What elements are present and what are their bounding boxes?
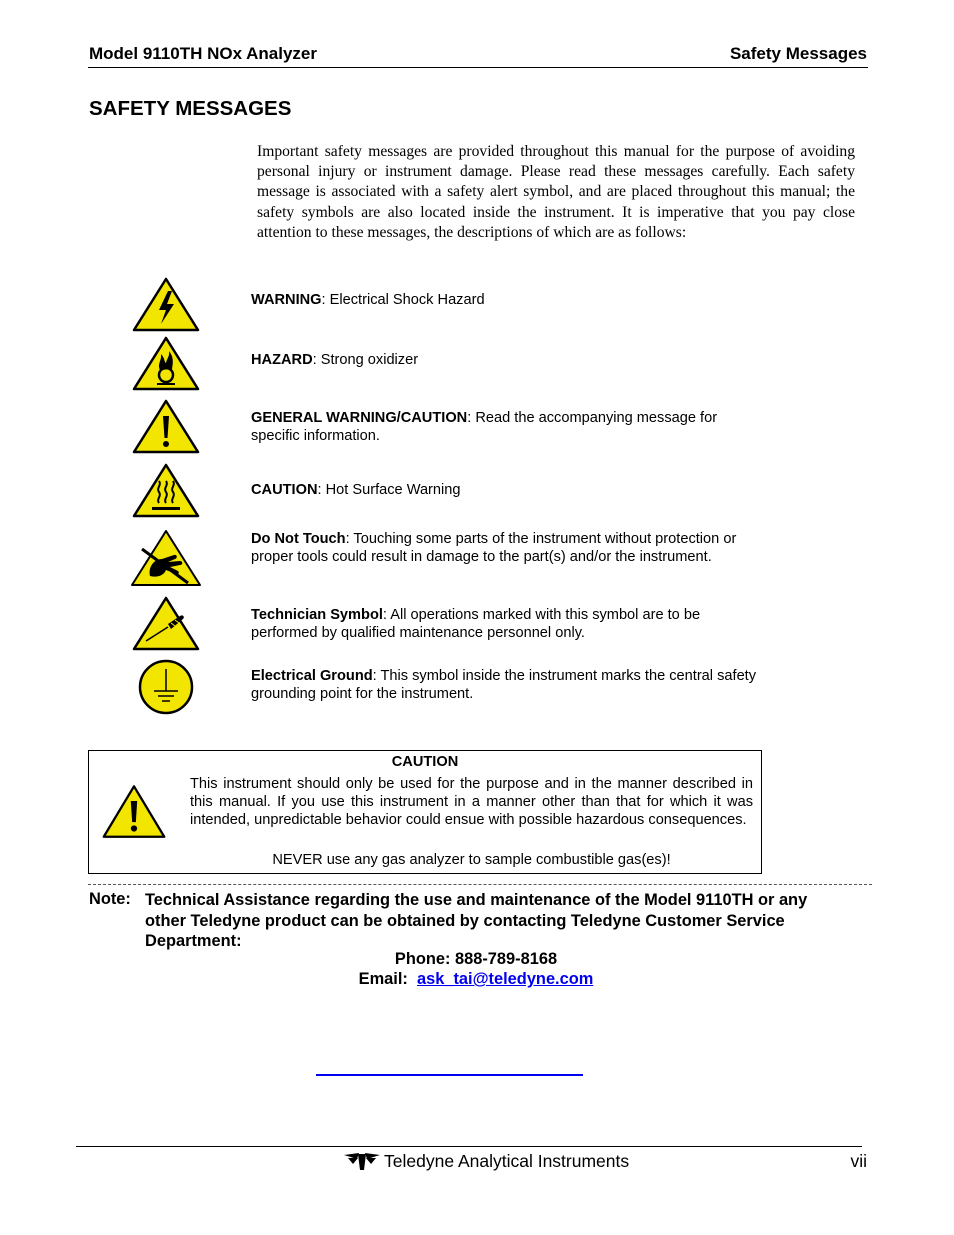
caution-warning-line: NEVER use any gas analyzer to sample combustible gas(es)! <box>272 852 671 868</box>
footer-company: Teledyne Analytical Instruments <box>384 1151 630 1171</box>
blue-underline <box>316 1074 583 1076</box>
phone-line: Phone: 888-789-8168 <box>394 950 558 968</box>
running-header-title: Model 9110TH NOx Analyzer <box>89 44 318 63</box>
intro-paragraph: Important safety messages are provided throughout this manual for the purpose of avoiding personal injury or instrument damage. Please read these messages carefully. Each safety message is associated with a safety alert symbol, and are placed throughout this manual; the safety symbols are also located inside the instrument. It is imperative that you pay close attention to these messages, the descriptions of which are as follows: <box>257 143 855 241</box>
page-number: vii <box>850 1151 867 1171</box>
email-line <box>88 970 864 989</box>
symbol-desc-hazard: HAZARD: Strong oxidizer <box>251 352 419 368</box>
symbol-desc-warning: WARNING: Electrical Shock Hazard <box>251 292 485 308</box>
symbol-desc-hot-surface: CAUTION: Hot Surface Warning <box>251 482 461 498</box>
email-label: Email: <box>358 970 408 988</box>
caution-title: CAUTION <box>391 754 459 770</box>
do-not-touch-icon <box>130 529 202 587</box>
note-label: Note: <box>89 890 131 908</box>
footer-rule <box>76 1146 862 1147</box>
header-rule <box>88 67 868 68</box>
caution-box <box>88 750 762 874</box>
email-link[interactable]: ask_tai@teledyne.com <box>416 970 594 988</box>
general-warning-icon <box>130 399 202 455</box>
running-header-section: Safety Messages <box>729 44 867 63</box>
hot-surface-icon <box>130 463 202 519</box>
oxidizer-icon <box>130 336 202 392</box>
note-divider <box>88 884 872 885</box>
caution-warning-icon <box>101 783 167 841</box>
caution-body: This instrument should only be used for the purpose and in the manner described in this manual. If you use this instrument in a manner other than that for which it was intended, unpredictable behavior could ensue with possible hazardous consequences. <box>190 776 753 829</box>
note-text: Technical Assistance regarding the use and maintenance of the Model 9110TH or any other Teledyne product can be obtained by contacting Teledyne Customer Service Department: <box>145 891 808 950</box>
teledyne-logo-icon <box>344 1152 380 1170</box>
symbol-desc-general-warning: GENERAL WARNING/CAUTION: Read the accompanying message for specific information. <box>251 410 718 445</box>
symbol-desc-technician: Technician Symbol: All operations marked with this symbol are to be performed by qualified maintenance personnel only. <box>251 607 701 642</box>
electrical-ground-icon <box>130 659 202 715</box>
electrical-shock-icon <box>130 277 202 333</box>
page-title: SAFETY MESSAGES <box>89 97 292 120</box>
technician-icon <box>130 596 202 652</box>
symbol-desc-ground: Electrical Ground: This symbol inside the instrument marks the central safety grounding point for the instrument. <box>251 668 757 703</box>
symbol-desc-do-not-touch: Do Not Touch: Touching some parts of the instrument without protection or proper tools could result in damage to the part(s) and/or the instrument. <box>251 531 737 566</box>
